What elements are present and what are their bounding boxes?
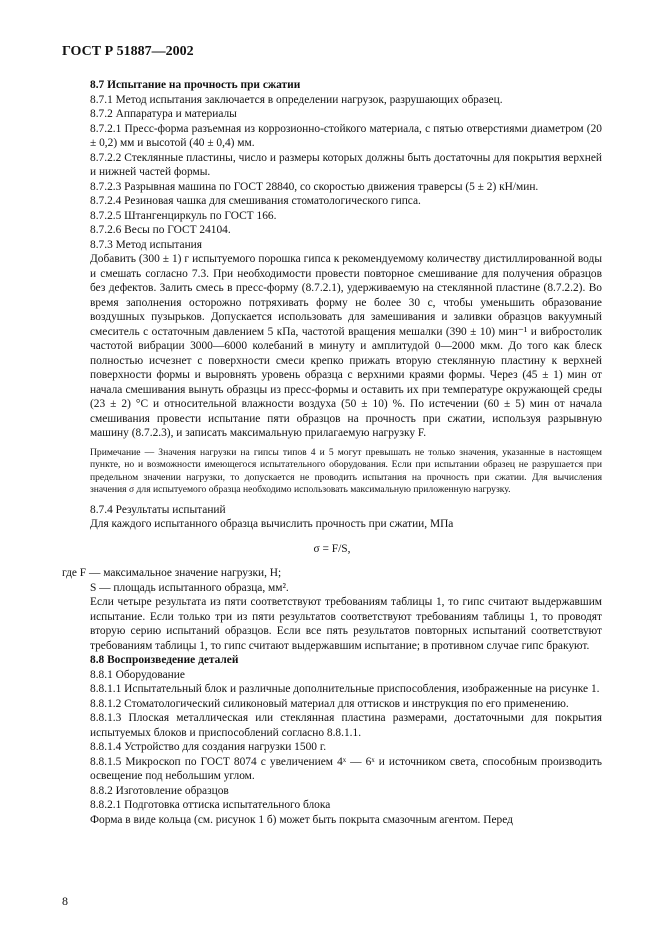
page-number: 8 (62, 894, 68, 908)
formula: σ = F/S, (313, 542, 351, 555)
paragraph-8-7-2-3: 8.7.2.3 Разрывная машина по ГОСТ 28840, со скоростью движения траверсы (5 ± 2) кН/мин. (90, 180, 539, 193)
paragraph-8-7-1: 8.7.1 Метод испытания заключается в определении нагрузок, разрушающих образец. (90, 93, 503, 106)
paragraph-8-7-3: 8.7.3 Метод испытания (90, 238, 203, 251)
procedure-text: Добавить (300 ± 1) г испытуемого порошка гипса к рекомендуемому количеству дистиллированной воды и смешать согласно 7.3. При необходимости провести повторное смешивание для получения образцов без дефектов. Залить смесь в пресс-форму (8.7.2.1), удерживаемую на стеклянной пластине (8.7.2.2). Во время заполнения осторожно потряхивать форму не более 30 с, чтобы уменьшить образование воздушных пузырьков. Допускается использовать для замешивания и заливки образцов вакуумный смеситель с остаточным давлением 5 кПа, частотой вращения мешалки (390 ± 10) мин⁻¹ и вибростолик частотой вибрации 3000—6000 колебаний в минуту и амплитудой 0—2000 мкм. До того как блеск полностью исчезнет с поверхности смеси крепко прижать вторую стеклянную пластину к верхней поверхности формы и выровнять уровень образца с верхними краями формы. Через (45 ± 1) мин от начала смешивания вынуть образцы из пресс-формы и оставить их при температуре окружающей среды (23 ± 2) °С и относительной влажности воздуха (50 ± 10) %. По истечении (60 ± 5) мин от начала смешивания провести испытание пяти образцов на прочность при сжатии, используя разрывную машину (8.7.2.3), и записать максимальную прилагаемую нагрузку F. (90, 253, 602, 439)
paragraph-8-8-2: 8.8.2 Изготовление образцов (90, 784, 229, 797)
note-text: Примечание — Значения нагрузки на гипсы типов 4 и 5 могут превышать не только значения, указанные в настоящем пункте, но и возможности имеющегося испытательного оборудования. Если при испытании образец не разрушается при предельном значении нагрузки, то допускается не проводить испытания на прочность при сжатии. Для вычисления значения σ для испытуемого образца необходимо использовать максимальную приложенную нагрузку. (90, 446, 602, 496)
section-title-8-7: 8.7 Испытание на прочность при сжатии (90, 79, 301, 91)
paragraph-8-8-1: 8.8.1 Оборудование (90, 668, 185, 681)
form-text: Форма в виде кольца (см. рисунок 1 б) может быть покрыта смазочным агентом. Перед (90, 813, 513, 826)
calculation-text: Для каждого испытанного образца вычислить прочность при сжатии, МПа (90, 518, 454, 531)
paragraph-8-8-1-4: 8.8.1.4 Устройство для создания нагрузки 1500 г. (90, 741, 327, 754)
document-body (62, 78, 602, 827)
paragraph-8-7-2-2: 8.7.2.2 Стеклянные пластины, число и размеры которых должны быть достаточны для покрытия верхней и нижней частей формы. (90, 151, 602, 178)
paragraph-8-8-1-2: 8.8.1.2 Стоматологический силиконовый материал для оттисков и инструкция по его применению. (90, 697, 569, 710)
paragraph-8-7-2-1: 8.7.2.1 Пресс-форма разъемная из коррозионно-стойкого материала, с пятью отверстиями диаметром (20 ± 0,2) мм и высотой (40 ± 0,4) мм. (90, 122, 602, 149)
section-title-8-8: 8.8 Воспроизведение деталей (90, 654, 239, 667)
paragraph-8-7-4: 8.7.4 Результаты испытаний (90, 503, 226, 516)
paragraph-8-7-2-6: 8.7.2.6 Весы по ГОСТ 24104. (90, 224, 231, 236)
document-header: ГОСТ Р 51887—2002 (62, 44, 194, 59)
where-line-1: где F — максимальное значение нагрузки, Н; (62, 567, 282, 580)
paragraph-8-7-2-5: 8.7.2.5 Штангенциркуль по ГОСТ 166. (90, 209, 277, 222)
paragraph-8-7-2-4: 8.7.2.4 Резиновая чашка для смешивания стоматологического гипса. (90, 195, 421, 207)
where-line-2: S — площадь испытанного образца, мм². (90, 581, 289, 594)
paragraph-8-7-2: 8.7.2 Аппаратура и материалы (90, 108, 237, 120)
paragraph-8-8-1-1: 8.8.1.1 Испытательный блок и различные дополнительные приспособления, изображенные на рисунке 1. (90, 683, 600, 696)
paragraph-8-8-2-1: 8.8.2.1 Подготовка оттиска испытательного блока (90, 799, 331, 812)
paragraph-8-8-1-5: 8.8.1.5 Микроскоп по ГОСТ 8074 с увеличением 4ˣ — 6ˣ и источником света, способным производить освещение под небольшим углом. (90, 755, 602, 783)
results-text: Если четыре результата из пяти соответствуют требованиям таблицы 1, то гипс считают выдержавшим испытание. Если только три из пяти результатов соответствуют требованиям таблицы 1, то проводят вторую серию испытаний образцов. Если все пять результатов повторных испытаний соответствуют требованиям таблицы 1, то гипс считают выдержавшим испытание; в противном случае гипс бракуют. (90, 596, 602, 652)
paragraph-8-8-1-3: 8.8.1.3 Плоская металлическая или стеклянная пластина размерами, достаточными для покрытия испытуемых блоков и приспособлений согласно 8.8.1.1. (90, 712, 602, 739)
